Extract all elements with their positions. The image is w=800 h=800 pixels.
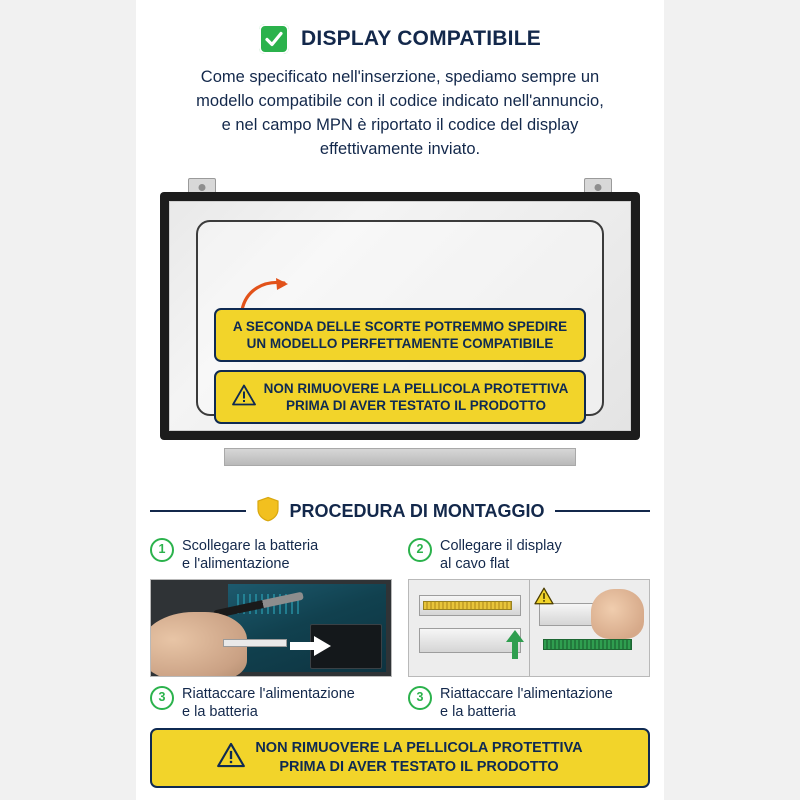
page-title: DISPLAY COMPATIBILE [301,27,541,50]
step-2-text [440,537,562,573]
white-cable-graphic [223,639,287,647]
up-arrow-icon [505,630,525,665]
intro-paragraph [150,66,650,162]
warning-triangle-icon [217,742,245,774]
bottom-warning-text [255,739,582,777]
compatible-note-line-1: A SECONDA DELLE SCORTE POTREMMO SPEDIRE [232,318,568,334]
photo-divider [529,580,530,676]
step-2-line-1: Collegare il display [440,537,562,554]
step-4-text [440,685,613,721]
procedure-title: PROCEDURA DI MONTAGGIO [289,500,545,521]
step-4-line-1: Riattaccare l'alimentazione [440,685,613,702]
flat-cable-connector-photo [408,579,650,677]
step-3-text [182,685,355,721]
bottom-warning-line-2: PRIMA DI AVER TESTATO IL PRODOTTO [279,759,559,776]
step-1-line-1: Scollegare la batteria [182,537,319,554]
step-1-label [150,537,392,577]
step-3-line-1: Riattaccare l'alimentazione [182,685,355,702]
flat-cable-bottom-right [543,639,631,650]
step-3-label [150,685,392,725]
bottom-warning-banner [150,728,650,788]
left-gray-band [0,0,136,800]
step-4-label [408,685,650,725]
film-warning-text [264,380,569,415]
film-warning-line-1: NON RIMUOVERE LA PELLICOLA PROTETTIVA [263,380,569,396]
bottom-warning-line-1: NON RIMUOVERE LA PELLICOLA PROTETTIVA [255,740,583,757]
check-badge-icon [259,24,289,54]
laptop-internals-photo [150,579,392,677]
content-column [136,0,664,800]
rule-right [555,510,651,512]
header [136,24,664,54]
intro-line-4: effettivamente inviato. [319,139,481,158]
white-arrow-icon [290,635,332,662]
finger-graphic [591,589,644,639]
display-bezel [160,192,640,440]
display-illustration [150,178,650,478]
film-warning-line-2: PRIMA DI AVER TESTATO IL PRODOTTO [285,397,546,413]
right-gray-band [664,0,800,800]
compatible-note-box [214,308,586,363]
step-1-line-2: e l'alimentazione [182,555,290,572]
step-2-number: 2 [408,538,432,562]
step-4-line-2: e la batteria [440,703,516,720]
display-screen [169,201,631,431]
warning-triangle-icon [232,384,256,410]
steps-grid [150,537,650,725]
warning-triangle-icon [534,587,554,610]
compatible-note-line-2: UN MODELLO PERFETTAMENTE COMPATIBILE [246,335,554,351]
flat-cable-top-left [423,601,511,611]
step-1-number: 1 [150,538,174,562]
procedure-heading [150,496,650,527]
shield-icon [256,496,280,527]
step-2-line-2: al cavo flat [440,555,510,572]
display-bottom-strip [224,448,576,466]
step-3-line-2: e la batteria [182,703,258,720]
step-4-number: 3 [408,686,432,710]
step-1-text [182,537,318,573]
film-warning-box [214,370,586,425]
step-3-number: 3 [150,686,174,710]
intro-line-2: modello compatibile con il codice indicato nell'annuncio, [196,91,604,110]
rule-left [150,510,246,512]
intro-line-1: Come specificato nell'inserzione, spediamo sempre un [200,68,600,86]
step-2-label [408,537,650,577]
intro-line-3: e nel campo MPN è riportato il codice del display [221,115,579,134]
